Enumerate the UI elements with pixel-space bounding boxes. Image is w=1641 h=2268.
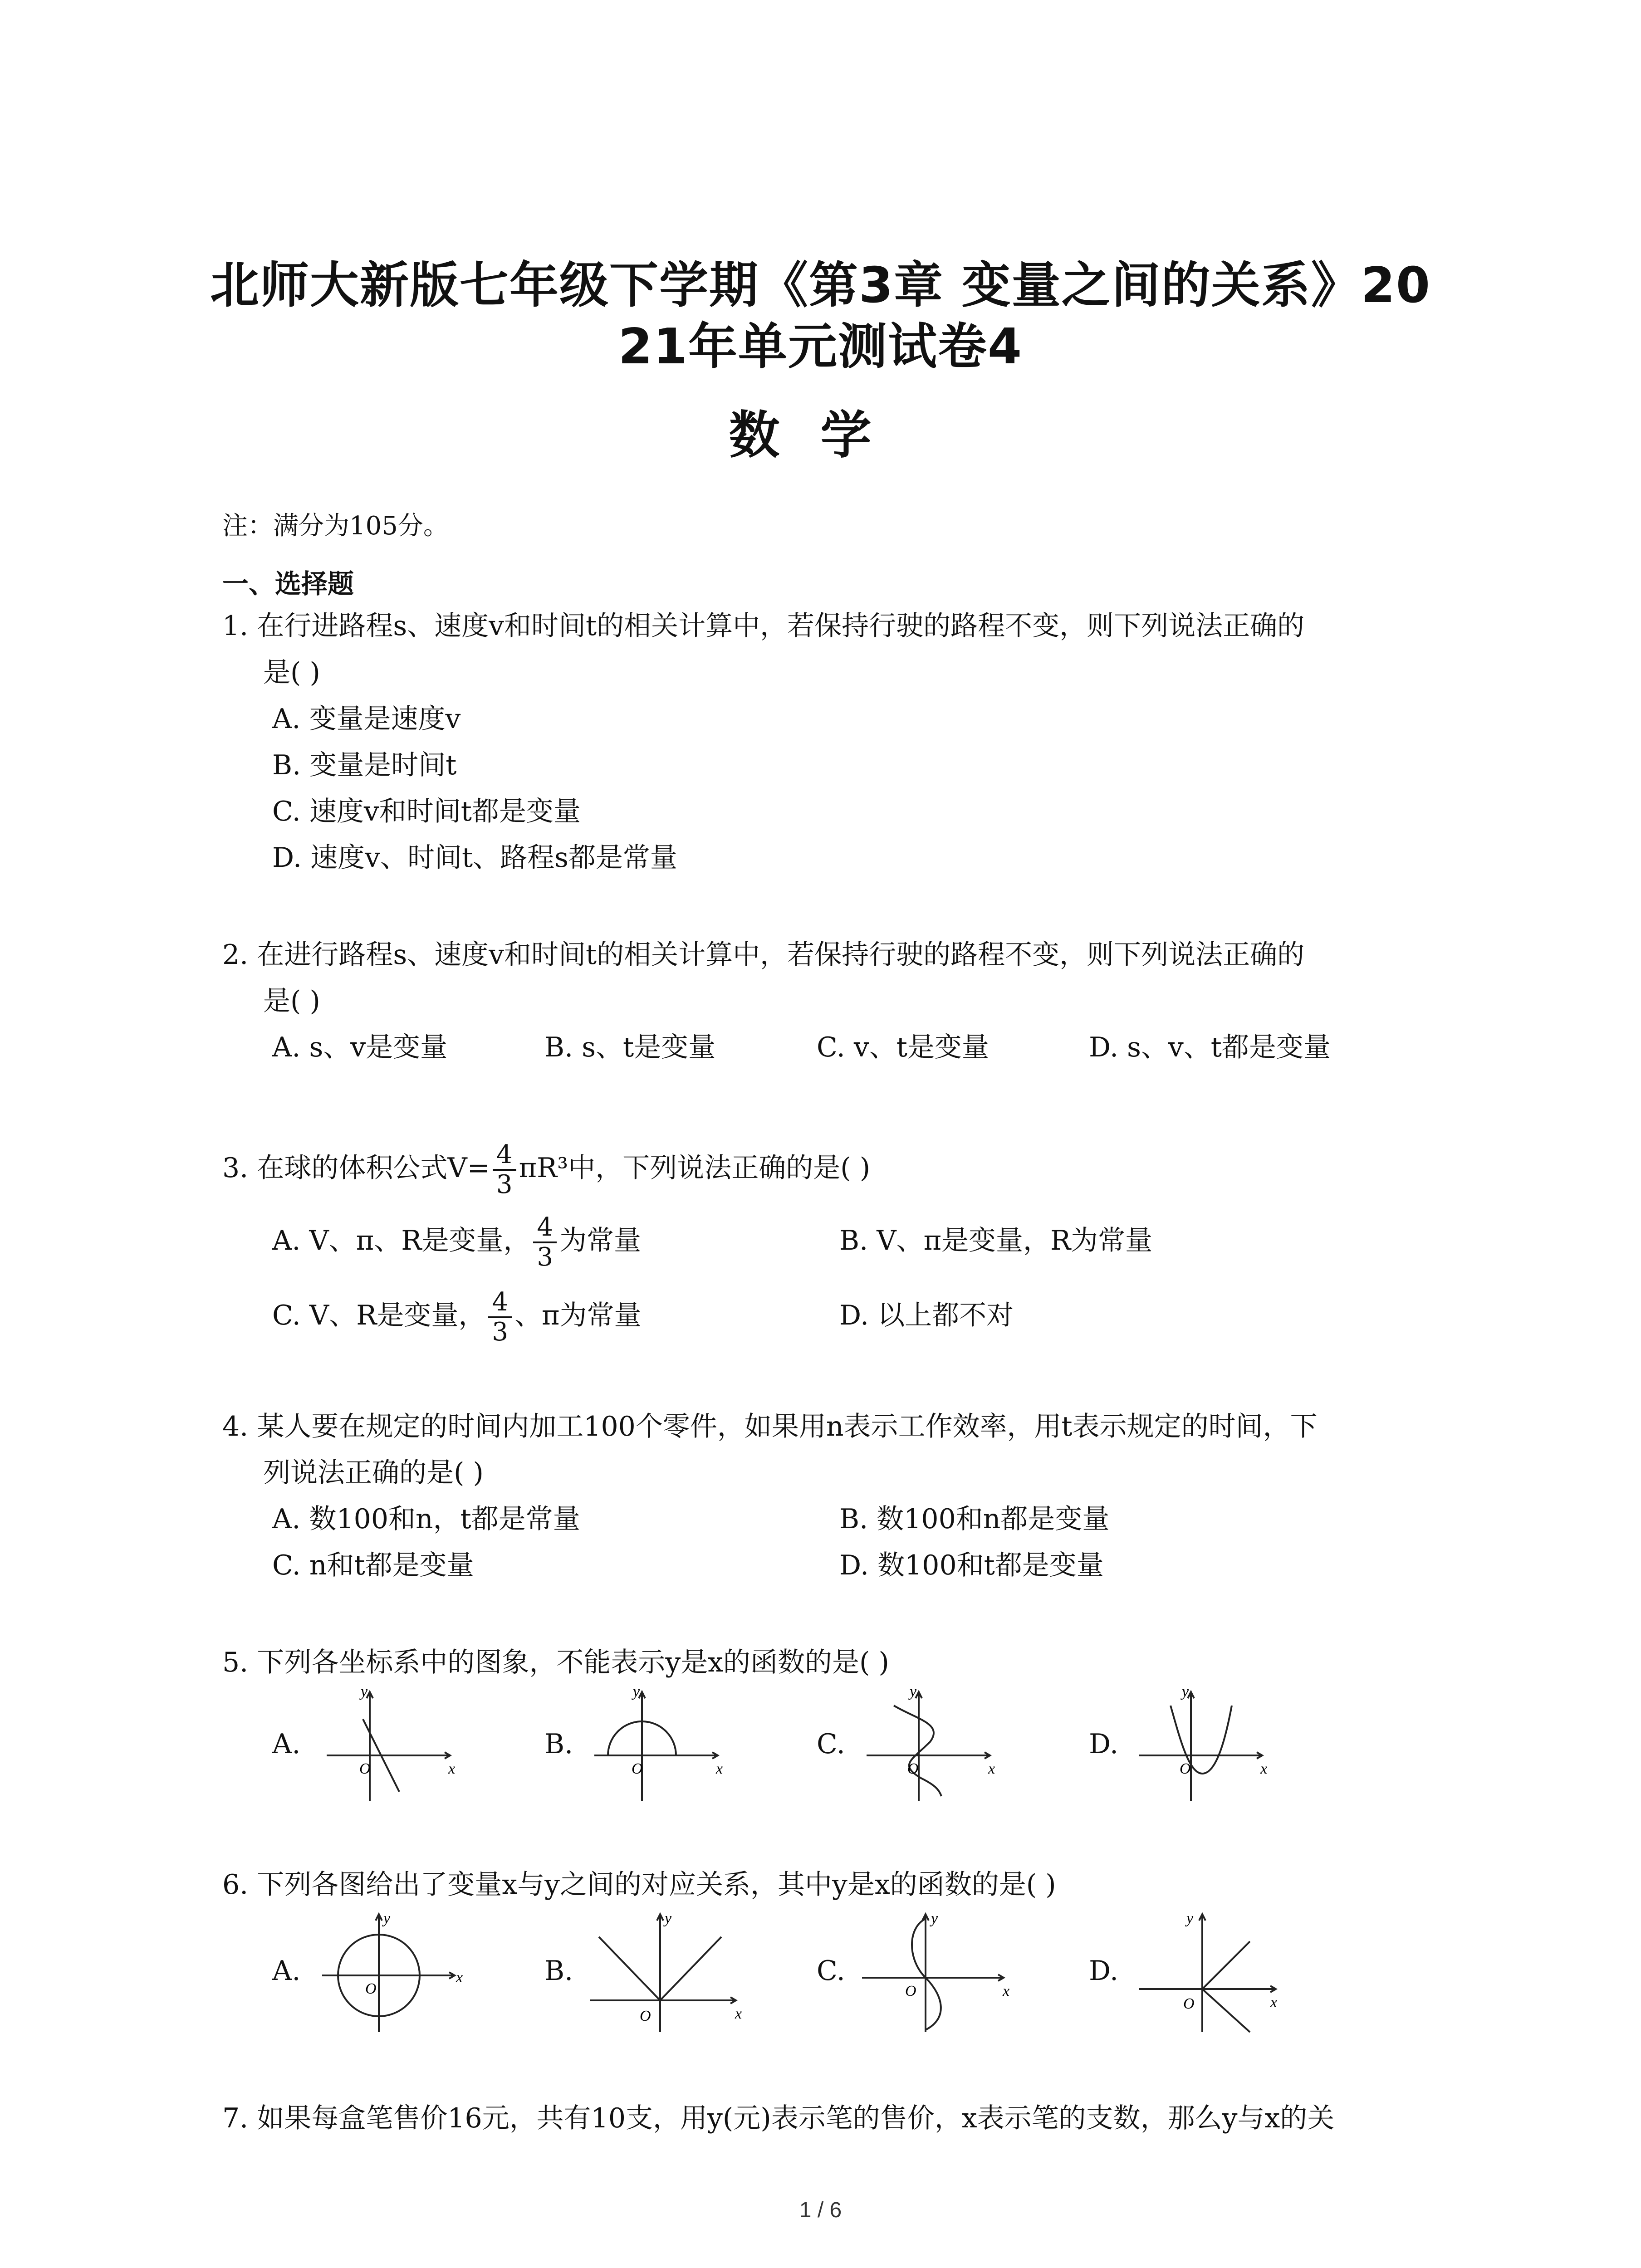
q6a-axis-y: y xyxy=(383,1910,391,1927)
score-note: 注：满分为105分。 xyxy=(222,511,449,541)
q6-graph-d xyxy=(1130,1910,1284,2037)
q5-graph-d xyxy=(1134,1687,1270,1805)
q6b-axis-y: y xyxy=(665,1910,672,1927)
q6d-origin: O xyxy=(1183,1995,1195,2012)
q6c-axis-x: x xyxy=(1003,1983,1010,1999)
q3-option-a xyxy=(272,1209,641,1272)
q3-stem xyxy=(222,1136,870,1200)
q6c-origin: O xyxy=(905,1983,916,1999)
q2-option-a: A. s、v是变量 xyxy=(272,1031,448,1063)
q3-option-a-num: 4 xyxy=(533,1213,557,1243)
q5-graph-c xyxy=(862,1687,998,1805)
q5a-axis-x: x xyxy=(448,1760,456,1777)
q4-option-b: B. 数100和n都是变量 xyxy=(839,1503,1110,1535)
q5d-axis-y: y xyxy=(1182,1687,1189,1700)
q6-label-a: A. xyxy=(272,1955,301,1987)
q3-option-a-pre: A. V、π、R是变量， xyxy=(272,1225,531,1256)
q2-stem-line1: 2. 在进行路程s、速度v和时间t的相关计算中，若保持行驶的路程不变，则下列说法正确的 xyxy=(222,939,1305,971)
q6-label-d: D. xyxy=(1089,1955,1119,1987)
q2-option-c: C. v、t是变量 xyxy=(817,1031,989,1063)
q3-stem-prefix: 3. 在球的体积公式V= xyxy=(222,1152,490,1184)
subject-heading: 数学 xyxy=(729,406,912,465)
q6c-axis-y: y xyxy=(931,1910,938,1927)
q6a-axis-x: x xyxy=(456,1969,463,1986)
q2-stem-line2: 是( ) xyxy=(263,985,320,1017)
q3-fraction xyxy=(493,1141,516,1199)
q5-graph-a xyxy=(322,1687,458,1805)
q5a-axis-y: y xyxy=(361,1687,368,1700)
q3-frac-den: 3 xyxy=(496,1170,513,1200)
q1-stem-line2: 是( ) xyxy=(263,657,320,689)
page-number: 1 / 6 xyxy=(799,2198,842,2222)
q6d-axis-x: x xyxy=(1270,1994,1278,2011)
q6-graph-a xyxy=(318,1910,472,2037)
q3-option-a-post: 为常量 xyxy=(559,1225,642,1256)
q3-option-c-fraction xyxy=(488,1288,512,1346)
q5-label-a: A. xyxy=(272,1728,301,1760)
q5-stem: 5. 下列各坐标系中的图象，不能表示y是x的函数的是( ) xyxy=(222,1647,889,1678)
q6d-axis-y: y xyxy=(1186,1910,1194,1927)
q4-option-d: D. 数100和t都是变量 xyxy=(839,1549,1104,1581)
q3-option-b: B. V、π是变量，R为常量 xyxy=(839,1225,1153,1256)
q3-option-c-num: 4 xyxy=(488,1288,512,1318)
q5c-axis-x: x xyxy=(988,1760,995,1777)
q3-option-d: D. 以上都不对 xyxy=(839,1300,1014,1331)
q3-option-a-fraction xyxy=(533,1213,557,1271)
section-title: 一、选择题 xyxy=(222,568,354,599)
q4-stem-line1: 4. 某人要在规定的时间内加工100个零件，如果用n表示工作效率，用t表示规定的时间，下 xyxy=(222,1411,1318,1442)
q6b-origin: O xyxy=(640,2008,651,2024)
q5-label-d: D. xyxy=(1089,1728,1119,1760)
q3-frac-num: 4 xyxy=(493,1141,516,1171)
q6-graph-b xyxy=(585,1910,749,2037)
q5b-axis-y: y xyxy=(633,1687,640,1700)
q5-label-b: B. xyxy=(544,1728,573,1760)
q5-label-c: C. xyxy=(817,1728,845,1760)
q3-option-c xyxy=(272,1284,642,1347)
q3-option-c-den: 3 xyxy=(492,1317,509,1347)
q1-option-a: A. 变量是速度v xyxy=(272,703,461,735)
q5c-origin: O xyxy=(907,1760,919,1777)
q2-option-d: D. s、v、t都是变量 xyxy=(1089,1031,1331,1063)
q6a-origin: O xyxy=(365,1980,377,1997)
q5d-axis-x: x xyxy=(1260,1760,1268,1777)
q6b-axis-x: x xyxy=(735,2005,742,2022)
q4-option-c: C. n和t都是变量 xyxy=(272,1549,474,1581)
q6-stem: 6. 下列各图给出了变量x与y之间的对应关系，其中y是x的函数的是( ) xyxy=(222,1869,1056,1901)
q1-stem-line1: 1. 在行进路程s、速度v和时间t的相关计算中，若保持行驶的路程不变，则下列说法正确的 xyxy=(222,610,1305,642)
q2-option-b: B. s、t是变量 xyxy=(544,1031,716,1063)
q5a-origin: O xyxy=(359,1760,371,1777)
q1-option-d: D. 速度v、时间t、路程s都是常量 xyxy=(272,842,677,874)
q5b-origin: O xyxy=(632,1760,643,1777)
q3-option-c-post: 、π为常量 xyxy=(514,1300,642,1331)
q3-option-a-den: 3 xyxy=(537,1242,554,1272)
title-line-1: 北师大新版七年级下学期《第3章 变量之间的关系》20 xyxy=(210,257,1431,314)
q6-label-b: B. xyxy=(544,1955,573,1987)
q5c-axis-y: y xyxy=(910,1687,917,1700)
q6-label-c: C. xyxy=(817,1955,845,1987)
q1-option-c: C. 速度v和时间t都是变量 xyxy=(272,796,581,827)
q6-graph-c xyxy=(857,1910,1021,2037)
title-line-2: 21年单元测试卷4 xyxy=(618,318,1023,375)
q3-stem-suffix: πR³中，下列说法正确的是( ) xyxy=(519,1152,871,1184)
q4-stem-line2: 列说法正确的是( ) xyxy=(263,1457,484,1489)
q4-option-a: A. 数100和n，t都是常量 xyxy=(272,1503,580,1535)
q5b-axis-x: x xyxy=(716,1760,723,1777)
q1-option-b: B. 变量是时间t xyxy=(272,749,457,781)
q3-option-c-pre: C. V、R是变量， xyxy=(272,1300,486,1331)
q5-graph-b xyxy=(590,1687,726,1805)
q7-stem-line1: 7. 如果每盒笔售价16元，共有10支，用y(元)表示笔的售价，x表示笔的支数，那么y与x的关 xyxy=(222,2102,1335,2134)
q5d-origin: O xyxy=(1180,1760,1191,1777)
